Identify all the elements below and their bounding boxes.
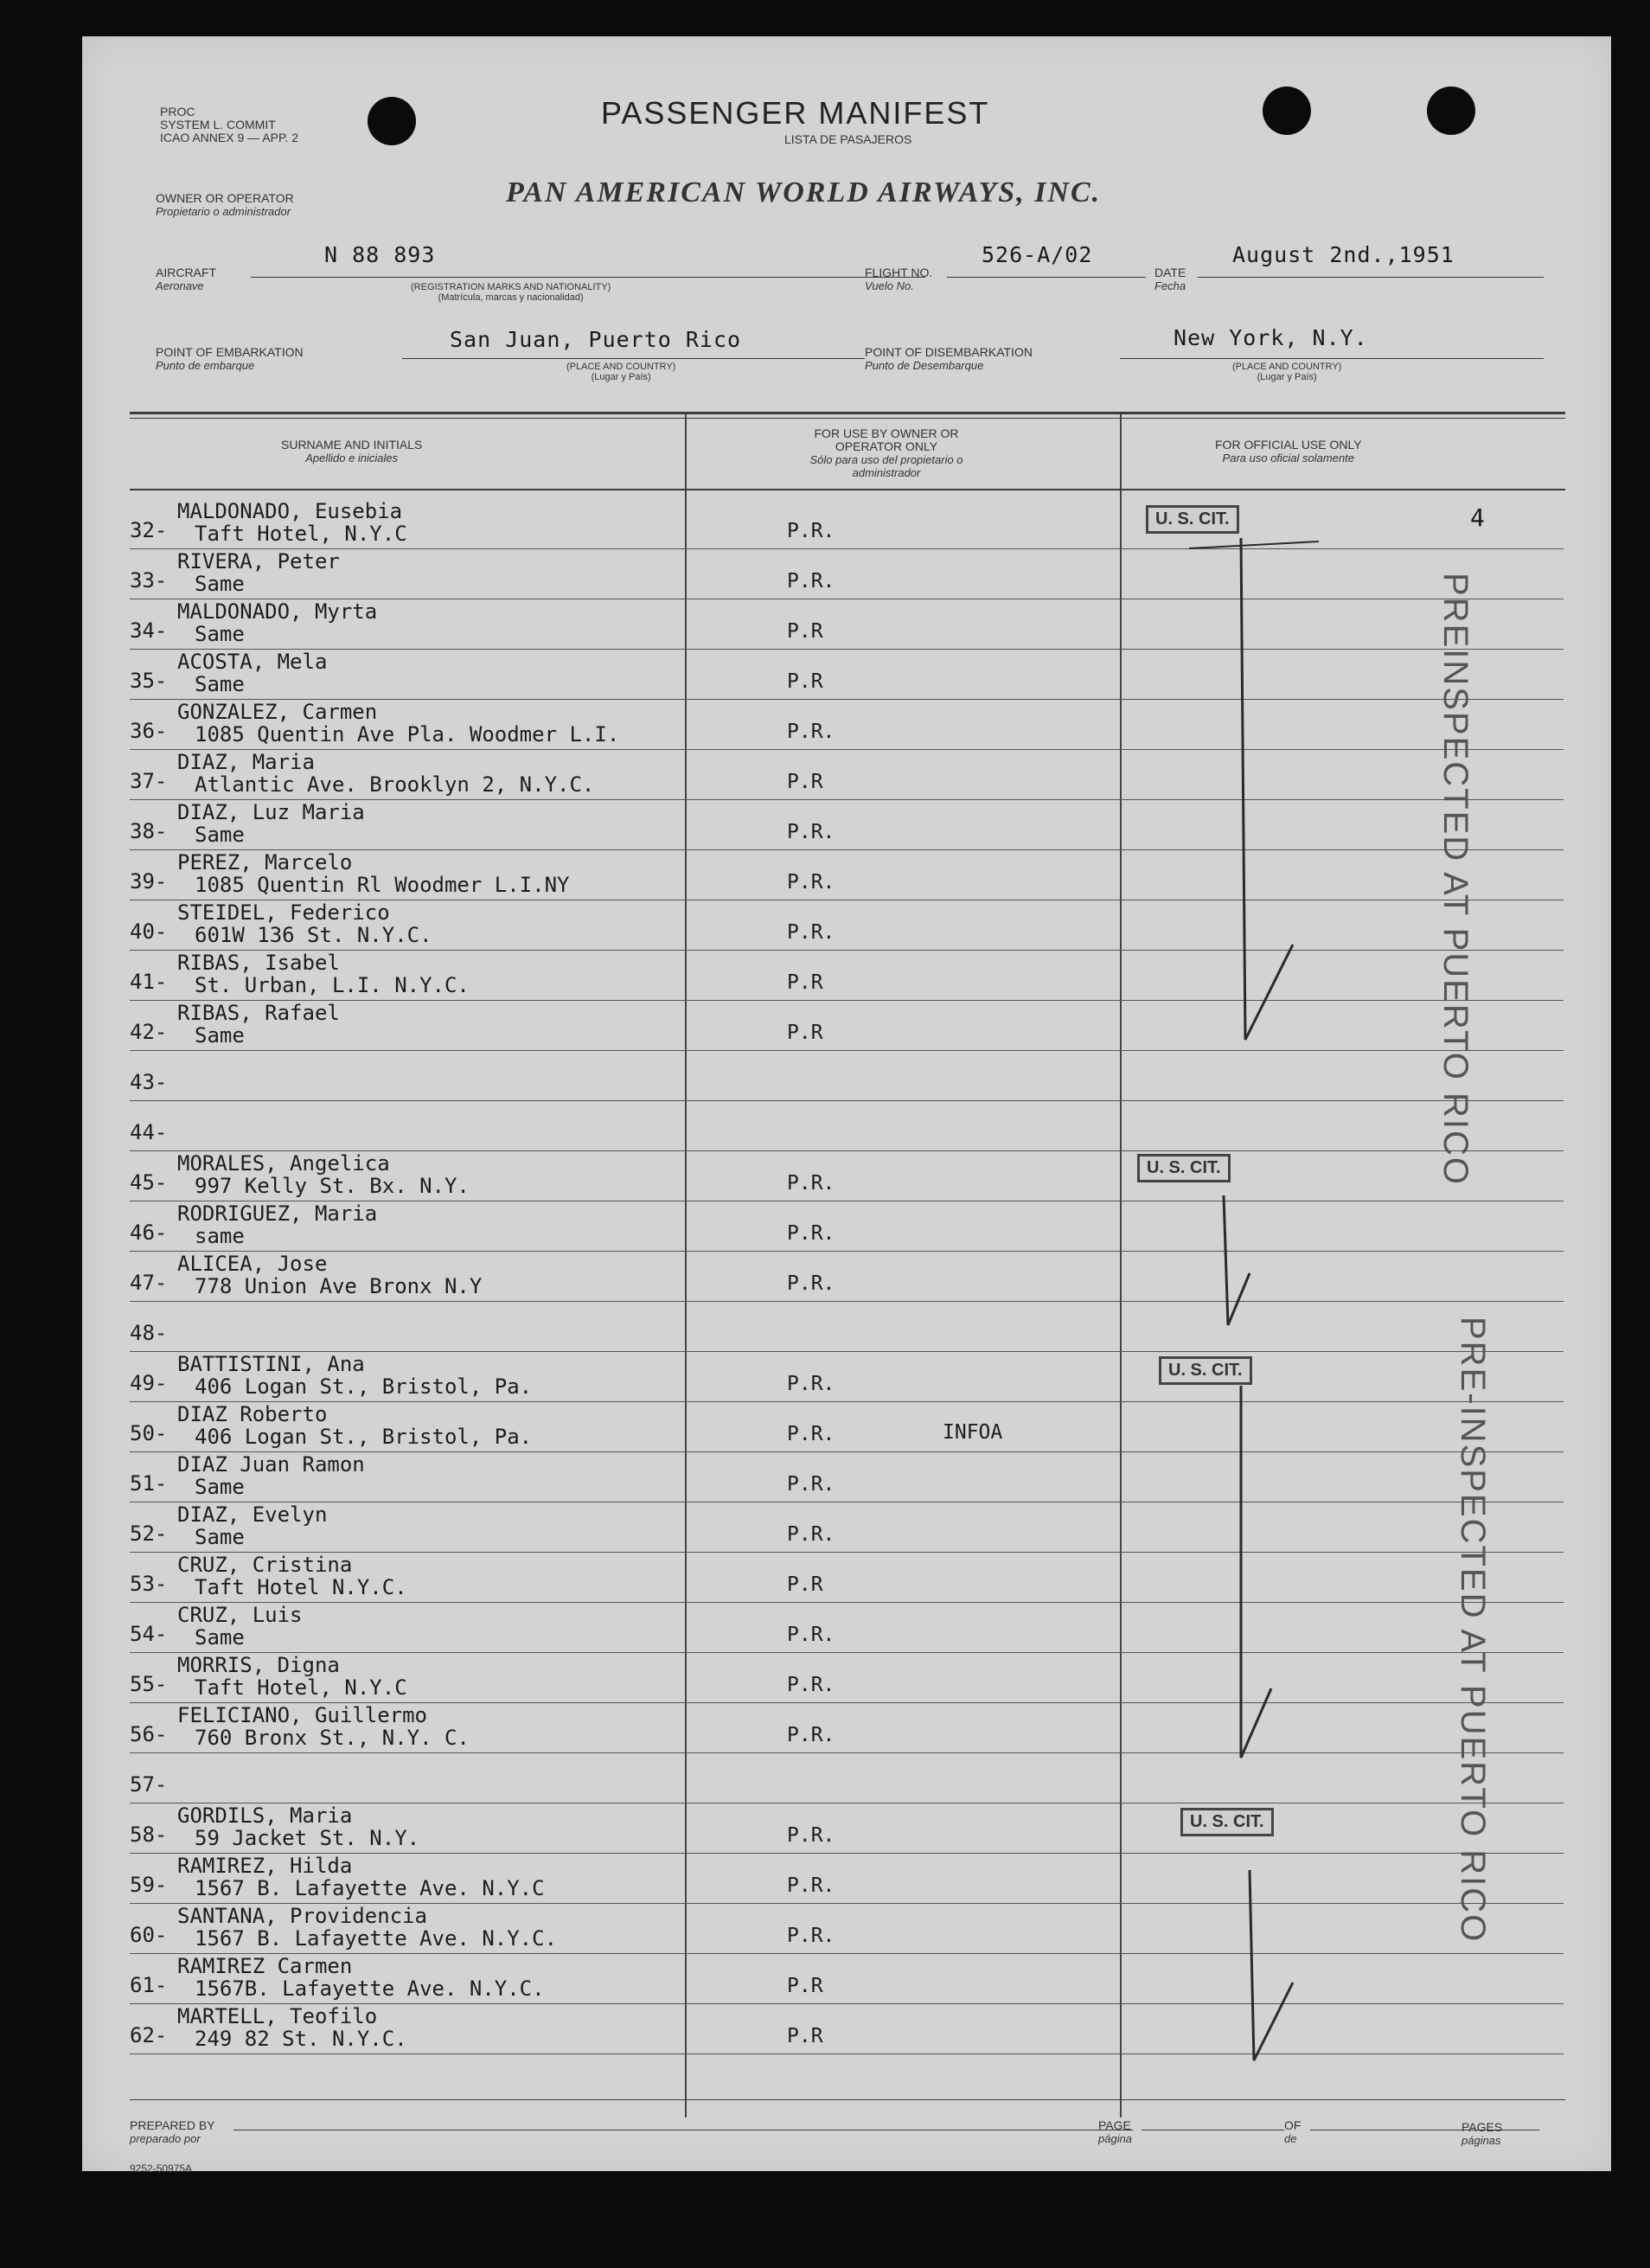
operator-reference: P.R. bbox=[787, 1925, 835, 1947]
of-label: OF de bbox=[1284, 2118, 1301, 2145]
operator-reference: P.R. bbox=[787, 1724, 835, 1746]
operator-reference: P.R. bbox=[787, 1222, 835, 1245]
row-number: 34- bbox=[130, 618, 168, 643]
passenger-name: GORDILS, Maria bbox=[177, 1804, 353, 1828]
pages-label: PAGES páginas bbox=[1461, 2120, 1503, 2147]
row-number: 37- bbox=[130, 769, 168, 793]
us-citizen-stamp: U. S. CIT. bbox=[1159, 1356, 1252, 1385]
passenger-address: Taft Hotel, N.Y.C bbox=[195, 1675, 407, 1700]
passenger-name: PEREZ, Marcelo bbox=[177, 850, 353, 875]
table-row bbox=[82, 499, 1611, 549]
passenger-name: ALICEA, Jose bbox=[177, 1252, 328, 1276]
table-row bbox=[82, 1603, 1611, 1653]
row-number: 44- bbox=[130, 1120, 168, 1144]
passenger-name: DIAZ, Maria bbox=[177, 750, 315, 774]
passenger-address: Same bbox=[195, 1525, 245, 1549]
passenger-name: DIAZ Roberto bbox=[177, 1402, 328, 1426]
table-row bbox=[82, 1753, 1611, 1804]
passenger-name: RIVERA, Peter bbox=[177, 549, 340, 573]
aircraft-label: AIRCRAFT Aeronave bbox=[156, 266, 216, 292]
passenger-address: Same bbox=[195, 572, 245, 596]
punch-hole bbox=[1427, 86, 1475, 135]
operator-reference: P.R. bbox=[787, 520, 835, 542]
row-number: 38- bbox=[130, 819, 168, 843]
passenger-address: Same bbox=[195, 823, 245, 847]
operator-reference: P.R. bbox=[787, 871, 835, 894]
table-row bbox=[82, 1151, 1611, 1201]
passenger-name: MORRIS, Digna bbox=[177, 1653, 340, 1677]
table-row bbox=[82, 1101, 1611, 1151]
row-number: 42- bbox=[130, 1020, 168, 1044]
punch-hole bbox=[1263, 86, 1311, 135]
row-number: 55- bbox=[130, 1672, 168, 1696]
table-row bbox=[82, 1001, 1611, 1051]
preinspected-stamp: PRE-INSPECTED AT PUERTO RICO bbox=[1454, 1317, 1492, 1944]
row-number: 50- bbox=[130, 1421, 168, 1445]
disembarkation-value: New York, N.Y. bbox=[1174, 325, 1368, 350]
row-number: 57- bbox=[130, 1772, 168, 1797]
passenger-address: 997 Kelly St. Bx. N.Y. bbox=[195, 1174, 470, 1198]
passenger-address: 406 Logan St., Bristol, Pa. bbox=[195, 1425, 533, 1449]
aircraft-value: N 88 893 bbox=[324, 242, 436, 267]
passenger-address: 249 82 St. N.Y.C. bbox=[195, 2027, 407, 2051]
passenger-name: DIAZ Juan Ramon bbox=[177, 1452, 365, 1477]
row-number: 43- bbox=[130, 1070, 168, 1094]
official-count: 4 bbox=[1470, 503, 1486, 532]
table-row bbox=[82, 1653, 1611, 1703]
page-subtitle: LISTA DE PASAJEROS bbox=[784, 132, 912, 146]
flight-label: FLIGHT NO. Vuelo No. bbox=[865, 266, 933, 292]
row-number: 62- bbox=[130, 2023, 168, 2047]
passenger-name: MORALES, Angelica bbox=[177, 1151, 390, 1176]
date-value: August 2nd.,1951 bbox=[1232, 242, 1455, 267]
operator-reference: P.R. bbox=[787, 1624, 835, 1646]
passenger-address: 1567 B. Lafayette Ave. N.Y.C. bbox=[195, 1926, 558, 1951]
passenger-name: RODRIGUEZ, Maria bbox=[177, 1201, 378, 1226]
table-row bbox=[82, 1452, 1611, 1502]
passenger-address: Same bbox=[195, 1023, 245, 1048]
passenger-address: same bbox=[195, 1224, 245, 1248]
operator-reference: P.R. bbox=[787, 1523, 835, 1546]
row-number: 40- bbox=[130, 919, 168, 944]
passenger-address: 1567 B. Lafayette Ave. N.Y.C bbox=[195, 1876, 545, 1900]
airline-name: PAN AMERICAN WORLD AIRWAYS, INC. bbox=[506, 176, 1102, 208]
passenger-name: MALDONADO, Eusebia bbox=[177, 499, 403, 523]
row-number: 48- bbox=[130, 1321, 168, 1345]
table-row bbox=[82, 951, 1611, 1001]
table-row bbox=[82, 700, 1611, 750]
row-number: 32- bbox=[130, 518, 168, 542]
owner-label: OWNER OR OPERATOR Propietario o administrador bbox=[156, 191, 294, 218]
table-row bbox=[82, 750, 1611, 800]
row-number: 39- bbox=[130, 869, 168, 894]
table-row bbox=[82, 549, 1611, 599]
row-number: 36- bbox=[130, 719, 168, 743]
passenger-name: MALDONADO, Myrta bbox=[177, 599, 378, 624]
embarkation-sublabel: (PLACE AND COUNTRY) (Lugar y País) bbox=[566, 362, 676, 382]
passenger-address: 59 Jacket St. N.Y. bbox=[195, 1826, 420, 1850]
operator-reference: P.R. bbox=[787, 1874, 835, 1897]
column-header-owner: FOR USE BY OWNER OR OPERATOR ONLY Sólo para uso del propietario o administrador bbox=[809, 426, 963, 479]
manifest-page bbox=[82, 36, 1611, 2175]
table-row bbox=[82, 1201, 1611, 1252]
passenger-address: 1085 Quentin Ave Pla. Woodmer L.I. bbox=[195, 722, 620, 746]
date-label: DATE Fecha bbox=[1154, 266, 1186, 292]
row-number: 58- bbox=[130, 1823, 168, 1847]
passenger-name: DIAZ, Luz Maria bbox=[177, 800, 365, 824]
passenger-address: Atlantic Ave. Brooklyn 2, N.Y.C. bbox=[195, 772, 595, 797]
form-number: 9252-50975A bbox=[130, 2162, 193, 2175]
row-number: 54- bbox=[130, 1622, 168, 1646]
table-row bbox=[82, 1553, 1611, 1603]
operator-reference: P.R. bbox=[787, 821, 835, 843]
passenger-address: Taft Hotel N.Y.C. bbox=[195, 1575, 407, 1599]
passenger-address: 778 Union Ave Bronx N.Y bbox=[195, 1274, 483, 1298]
us-citizen-stamp: U. S. CIT. bbox=[1137, 1154, 1231, 1182]
table-row bbox=[82, 800, 1611, 850]
operator-reference: P.R bbox=[787, 670, 823, 693]
row-number: 49- bbox=[130, 1371, 168, 1395]
operator-reference: P.R bbox=[787, 1573, 823, 1596]
operator-reference: P.R bbox=[787, 771, 823, 793]
row-number: 41- bbox=[130, 970, 168, 994]
passenger-name: STEIDEL, Federico bbox=[177, 900, 390, 925]
table-row bbox=[82, 1352, 1611, 1402]
row-number: 33- bbox=[130, 568, 168, 593]
passenger-address: St. Urban, L.I. N.Y.C. bbox=[195, 973, 470, 997]
page-label: PAGE página bbox=[1098, 2118, 1133, 2145]
embarkation-value: San Juan, Puerto Rico bbox=[450, 327, 742, 352]
passenger-name: DIAZ, Evelyn bbox=[177, 1502, 328, 1527]
table-row bbox=[82, 1703, 1611, 1753]
operator-reference: P.R. bbox=[787, 1674, 835, 1696]
passenger-address: 1567B. Lafayette Ave. N.Y.C. bbox=[195, 1976, 545, 2001]
operator-reference: P.R. bbox=[787, 721, 835, 743]
passenger-address: Same bbox=[195, 622, 245, 646]
prepared-by-label: PREPARED BY preparado por bbox=[130, 2118, 215, 2145]
operator-reference: P.R bbox=[787, 620, 823, 643]
passenger-name: FELICIANO, Guillermo bbox=[177, 1703, 427, 1727]
preinspected-stamp: PREINSPECTED AT PUERTO RICO bbox=[1436, 573, 1474, 1186]
row-divider bbox=[130, 2053, 1564, 2054]
table-row bbox=[82, 900, 1611, 951]
passenger-name: ACOSTA, Mela bbox=[177, 650, 328, 674]
operator-reference: P.R. bbox=[787, 1824, 835, 1847]
operator-reference: P.R. bbox=[787, 921, 835, 944]
flight-value: 526-A/02 bbox=[982, 242, 1093, 267]
table-row bbox=[82, 1402, 1611, 1452]
embarkation-label: POINT OF EMBARKATION Punto de embarque bbox=[156, 345, 304, 372]
passenger-address: 1085 Quentin Rl Woodmer L.I.NY bbox=[195, 873, 570, 897]
operator-reference: P.R bbox=[787, 1022, 823, 1044]
row-number: 52- bbox=[130, 1522, 168, 1546]
table-row bbox=[82, 1854, 1611, 1904]
punch-hole bbox=[368, 97, 416, 145]
passenger-address: Same bbox=[195, 672, 245, 696]
operator-reference: P.R. bbox=[787, 1272, 835, 1295]
passenger-name: RIBAS, Isabel bbox=[177, 951, 340, 975]
passenger-address: Taft Hotel, N.Y.C bbox=[195, 522, 407, 546]
passenger-name: RAMIREZ, Hilda bbox=[177, 1854, 353, 1878]
row-number: 45- bbox=[130, 1170, 168, 1195]
passenger-name: RIBAS, Rafael bbox=[177, 1001, 340, 1025]
table-row bbox=[82, 650, 1611, 700]
table-row bbox=[82, 1051, 1611, 1101]
row-number: 53- bbox=[130, 1572, 168, 1596]
operator-reference: P.R. bbox=[787, 570, 835, 593]
passenger-address: 760 Bronx St., N.Y. C. bbox=[195, 1726, 470, 1750]
page-title: PASSENGER MANIFEST bbox=[601, 95, 990, 131]
table-row bbox=[82, 2004, 1611, 2054]
table-row bbox=[82, 599, 1611, 650]
operator-reference: P.R. bbox=[787, 1373, 835, 1395]
passenger-address: Same bbox=[195, 1625, 245, 1650]
passenger-name: CRUZ, Luis bbox=[177, 1603, 303, 1627]
operator-reference: P.R bbox=[787, 1975, 823, 1997]
row-number: 59- bbox=[130, 1873, 168, 1897]
row-number: 47- bbox=[130, 1271, 168, 1295]
table-row bbox=[82, 1904, 1611, 1954]
aircraft-sublabel: (REGISTRATION MARKS AND NATIONALITY) (Matrícula, marcas y nacionalidad) bbox=[411, 282, 611, 303]
us-citizen-stamp: U. S. CIT. bbox=[1146, 505, 1239, 534]
column-header-official: FOR OFFICIAL USE ONLY Para uso oficial solamente bbox=[1215, 438, 1362, 464]
passenger-name: BATTISTINI, Ana bbox=[177, 1352, 365, 1376]
passenger-name: GONZALEZ, Carmen bbox=[177, 700, 378, 724]
us-citizen-stamp: U. S. CIT. bbox=[1180, 1808, 1274, 1836]
operator-reference: P.R. bbox=[787, 1473, 835, 1496]
passenger-address: 601W 136 St. N.Y.C. bbox=[195, 923, 432, 947]
operator-reference: P.R. bbox=[787, 1423, 835, 1445]
table-row bbox=[82, 1302, 1611, 1352]
row-number: 56- bbox=[130, 1722, 168, 1746]
table-row bbox=[82, 1954, 1611, 2004]
operator-reference: P.R bbox=[787, 2025, 823, 2047]
disembarkation-label: POINT OF DISEMBARKATION Punto de Desembarque bbox=[865, 345, 1033, 372]
table-row bbox=[82, 1804, 1611, 1854]
operator-reference: P.R. bbox=[787, 1172, 835, 1195]
column-header-surname: SURNAME AND INITIALS Apellido e iniciales bbox=[281, 438, 423, 464]
table-row bbox=[82, 850, 1611, 900]
row-number: 51- bbox=[130, 1471, 168, 1496]
handwritten-checkmarks bbox=[1120, 521, 1336, 2095]
row-number: 61- bbox=[130, 1973, 168, 1997]
passenger-address: 406 Logan St., Bristol, Pa. bbox=[195, 1374, 533, 1399]
form-code: PROC SYSTEM L. COMMIT ICAO ANNEX 9 — APP. 2 bbox=[160, 105, 299, 144]
table-row bbox=[82, 1252, 1611, 1302]
operator-note: INFOA bbox=[943, 1421, 1003, 1444]
row-number: 35- bbox=[130, 669, 168, 693]
passenger-name: SANTANA, Providencia bbox=[177, 1904, 427, 1928]
passenger-name: MARTELL, Teofilo bbox=[177, 2004, 378, 2028]
table-row bbox=[82, 1502, 1611, 1553]
passenger-name: RAMIREZ Carmen bbox=[177, 1954, 353, 1978]
passenger-list bbox=[82, 499, 1611, 2108]
passenger-address: Same bbox=[195, 1475, 245, 1499]
disembarkation-sublabel: (PLACE AND COUNTRY) (Lugar y País) bbox=[1232, 362, 1342, 382]
passenger-name: CRUZ, Cristina bbox=[177, 1553, 353, 1577]
row-number: 46- bbox=[130, 1220, 168, 1245]
row-number: 60- bbox=[130, 1923, 168, 1947]
operator-reference: P.R bbox=[787, 971, 823, 994]
